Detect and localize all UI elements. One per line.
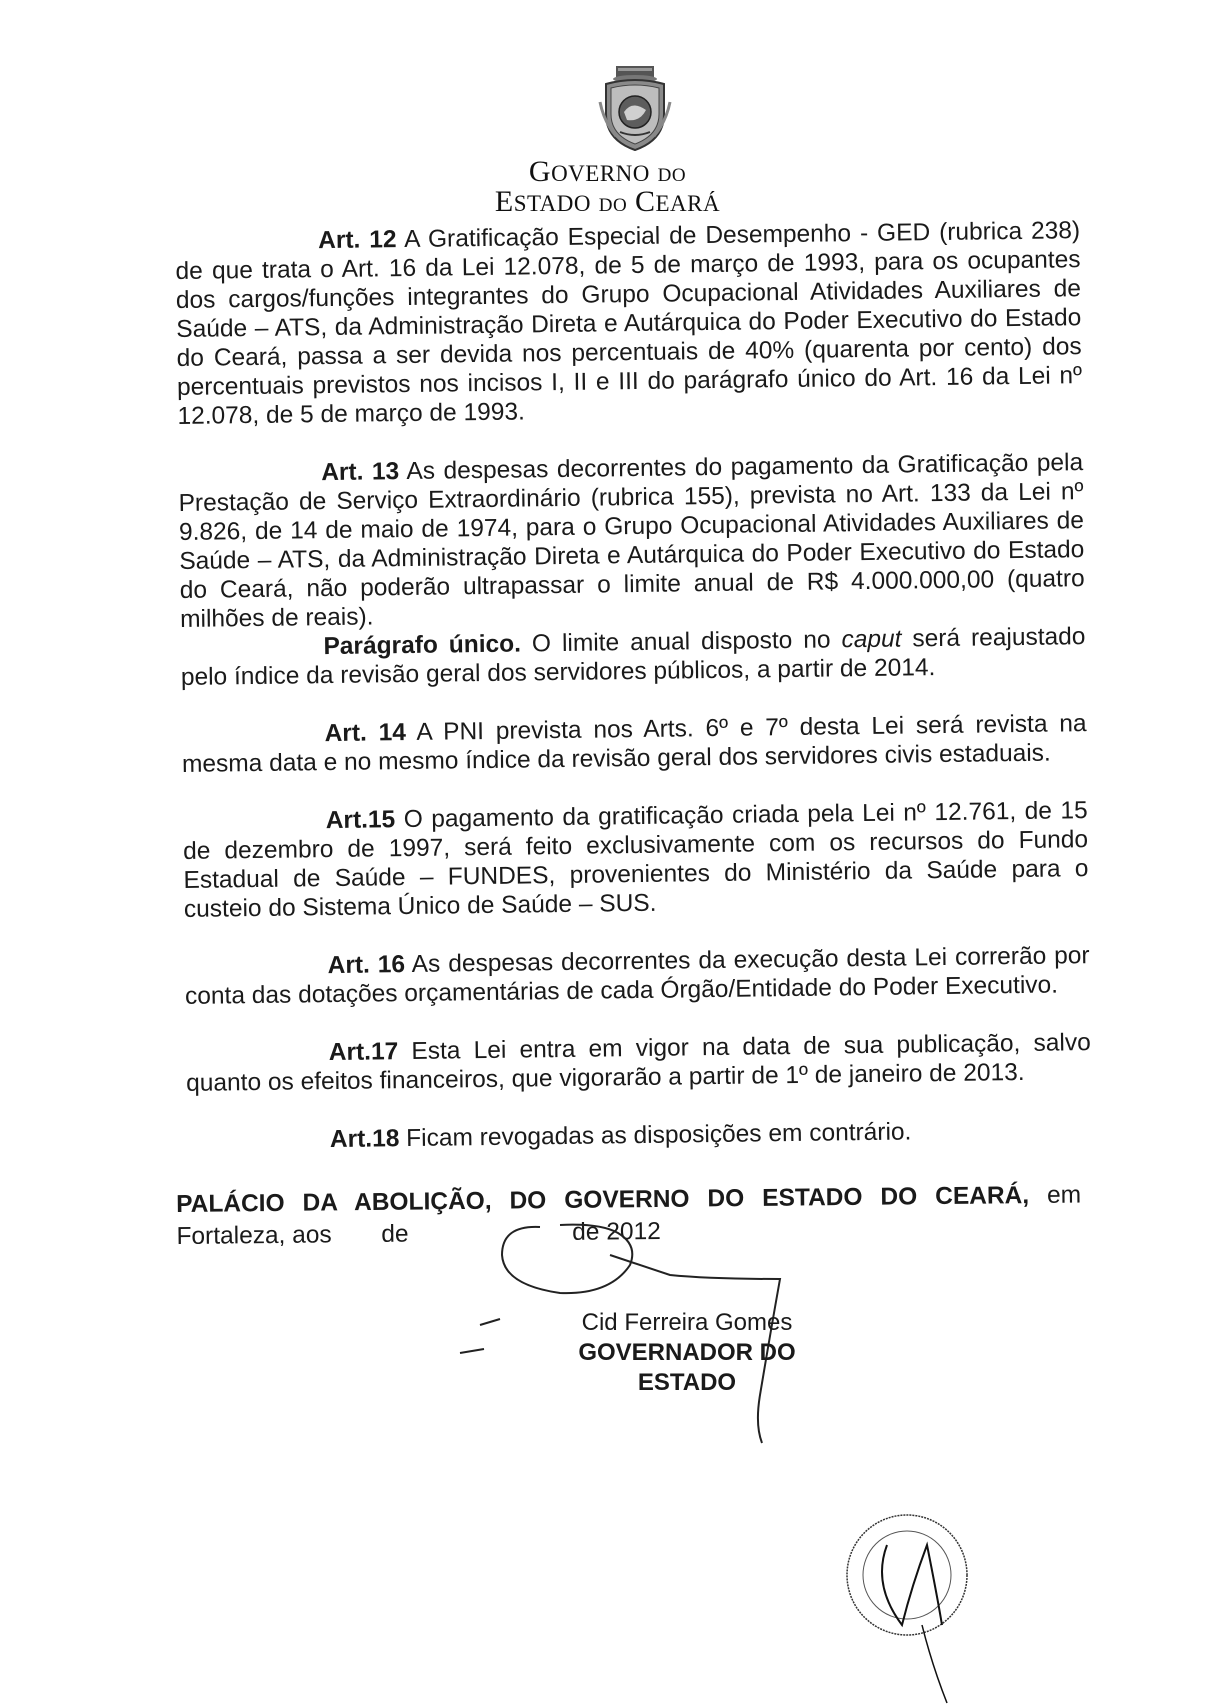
article-13-paragraph-unico: Parágrafo único. O limite anual disposto no caput será reajustado pelo índice da revisão geral dos servidores públicos, a partir de 2014.	[180, 623, 1086, 691]
header-government: GOVERNO DO	[528, 155, 687, 188]
signer-block	[527, 1308, 847, 1398]
closing-heading: PALÁCIO DA ABOLIÇÃO, DO GOVERNO DO ESTADO DO CEARÁ, em	[176, 1181, 1082, 1218]
signer-role: GOVERNADOR DO ESTADO	[578, 1339, 796, 1396]
article-14: Art. 14 A PNI prevista nos Arts. 6º e 7º desta Lei será revista na mesma data e no mesmo índice da revisão geral dos servidores civis estaduais.	[181, 710, 1087, 778]
article-18: Art.18 Ficam revogadas as disposições em contrário.	[329, 1118, 912, 1154]
signer-name: Cid Ferreira Gomes	[581, 1309, 793, 1336]
article-15: Art.15 O pagamento da gratificação criada pela Lei nº 12.761, de 15 de dezembro de 1997, será feito exclusivamente com os recursos do Fundo Estadual de Saúde – FUNDES, provenientes do Ministério da Saúde para o custeio do Sistema Único de Saúde – SUS.	[182, 797, 1089, 923]
coat-of-arms-icon	[596, 62, 674, 154]
article-13: Art. 13 As despesas decorrentes do pagamento da Gratificação pela Prestação de Serviço Extraordinário (rubrica 155), prevista no Art. 133 da Lei nº 9.826, de 14 de maio de 1974, para o Grupo Ocupacional Atividades Auxiliares de Saúde – ATS, da Administração Direta e Autárquica do Poder Executivo do Estado do Ceará, não poderão ultrapassar o limite anual de R$ 4.000.000,00 (quatro milhões de reais).	[178, 449, 1085, 633]
article-16: Art. 16 As despesas decorrentes da execução desta Lei correrão por conta das dotações orçamentárias de cada Órgão/Entidade do Poder Executivo.	[184, 942, 1090, 1010]
article-12: Art. 12 A Gratificação Especial de Desempenho - GED (rubrica 238) de que trata o Art. 16 da Lei 12.078, de 5 de março de 1993, para os ocupantes dos cargos/funções integrantes do Grupo Ocupacional Atividades Auxiliares de Saúde – ATS, da Administração Direta e Autárquica do Poder Executivo do Estado do Ceará, passa a ser devida nos percentuais de 40% (quarenta por cento) dos percentuais previstos nos incisos I, II e III do parágrafo único do Art. 16 da Lei nº 12.078, de 5 de março de 1993.	[175, 217, 1083, 430]
closing-year: de 2012	[572, 1217, 661, 1246]
closing-de: de	[381, 1220, 409, 1248]
closing-city: Fortaleza, aos	[176, 1221, 332, 1250]
procuradoria-seal-icon	[832, 1505, 982, 1705]
article-17: Art.17 Esta Lei entra em vigor na data de sua publicação, salvo quanto os efeitos financeiros, que vigorarão a partir de 1º de janeiro de 2013.	[186, 1029, 1091, 1097]
articles-body	[175, 216, 1092, 1156]
header-state: ESTADO DO CEARÁ	[494, 185, 721, 218]
